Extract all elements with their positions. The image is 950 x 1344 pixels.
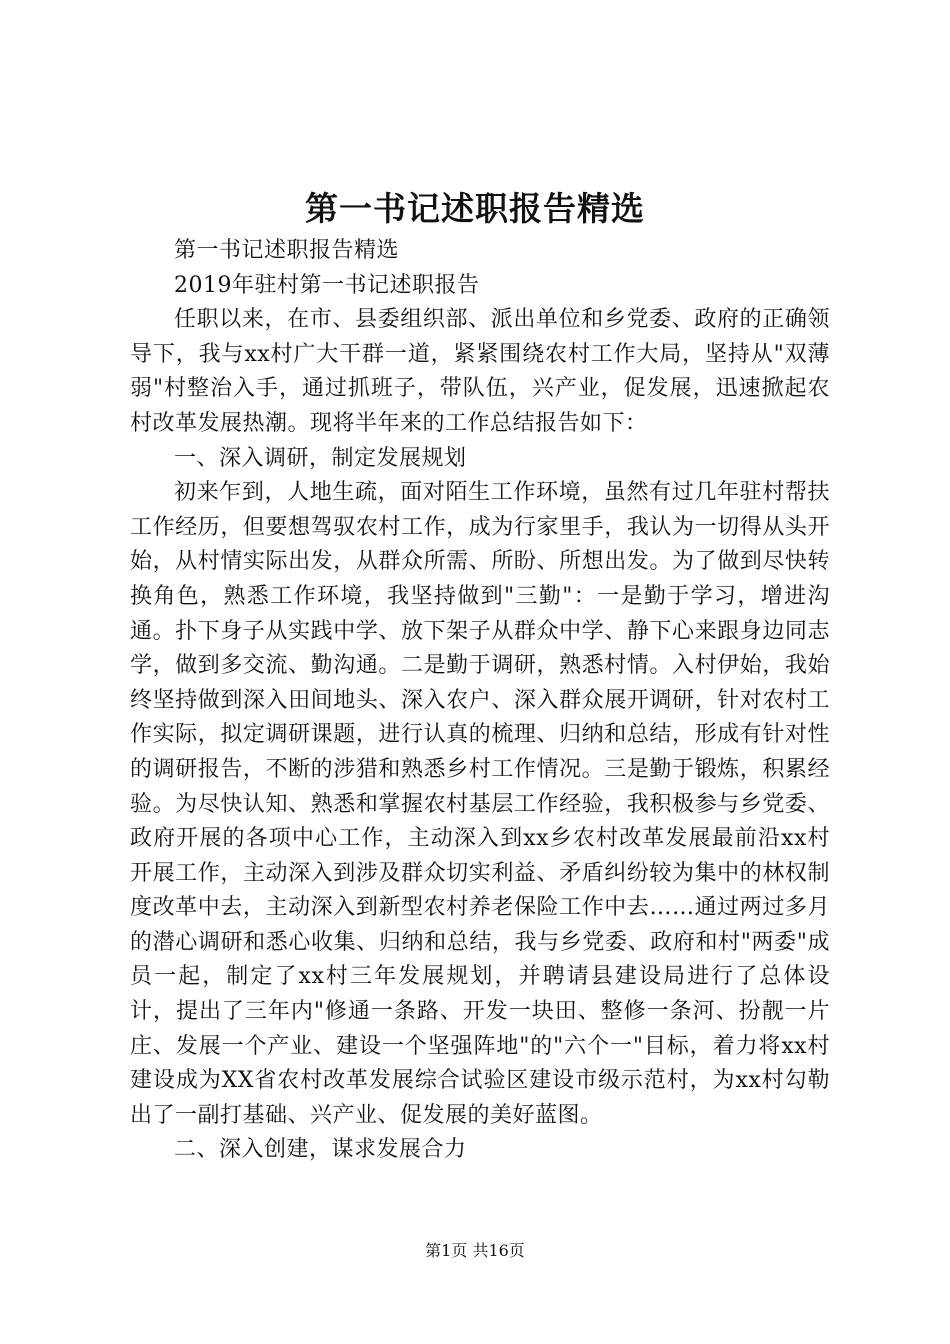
document-title: 第一书记述职报告精选: [305, 189, 645, 228]
section-heading-1: 一、深入调研，制定发展规划: [174, 445, 467, 471]
paragraph-intro: 任职以来，在市、县委组织部、派出单位和乡党委、政府的正确领导下，我与xx村广大干群一道，紧紧围绕农村工作大局，坚持从"双薄弱"村整治入手，通过抓班子，带队伍，兴产业，促发展，迅速掀起农村改革发展热潮。现将半年来的工作总结报告如下：: [130, 307, 830, 436]
paragraph-subtitle: 第一书记述职报告精选: [174, 238, 400, 263]
paragraph-section-1: 初来乍到，人地生疏，面对陌生工作环境，虽然有过几年驻村帮扶工作经历，但要想驾驭农村工作，成为行家里手，我认为一切得从头开始，从村情实际出发，从群众所需、所盼、所想出发。为了做到尽快转换角色，熟悉工作环境，我坚持做到"三勤"：一是勤于学习，增进沟通。扑下身子从实践中学、放下架子从群众中学、静下心来跟身边同志学，做到多交流、勤沟通。二是勤于调研，熟悉村情。入村伊始，我始终坚持做到深入田间地头、深入农户、深入群众展开调研，针对农村工作实际，拟定调研课题，进行认真的梳理、归纳和总结，形成有针对性的调研报告，不断的涉猎和熟悉乡村工作情况。三是勤于锻炼，积累经验。为尽快认知、熟悉和掌握农村基层工作经验，我积极参与乡党委、政府开展的各项中心工作，主动深入到xx乡农村改革发展最前沿xx村开展工作，主动深入到涉及群众切实利益、矛盾纠纷较为集中的林权制度改革中去，主动深入到新型农村养老保险工作中去……通过两过多月的潜心调研和悉心收集、归纳和总结，我与乡党委、政府和村"两委"成员一起，制定了xx村三年发展规划，并聘请县建设局进行了总体设计，提出了三年内"修通一条路、开发一块田、整修一条河、扮靓一片庄、发展一个产业、建设一个坚强阵地"的"六个一"目标，着力将xx村建设成为XX省农村改革发展综合试验区建设市级示范村，为xx村勾勒出了一副打基础、兴产业、促发展的美好蓝图。: [130, 480, 830, 1128]
document-body: [130, 234, 830, 1168]
page-footer: 第1页 共16页: [425, 1241, 525, 1260]
section-heading-2: 二、深入创建，谋求发展合力: [174, 1137, 467, 1163]
paragraph-report-title: 2019年驻村第一书记述职报告: [174, 272, 480, 298]
